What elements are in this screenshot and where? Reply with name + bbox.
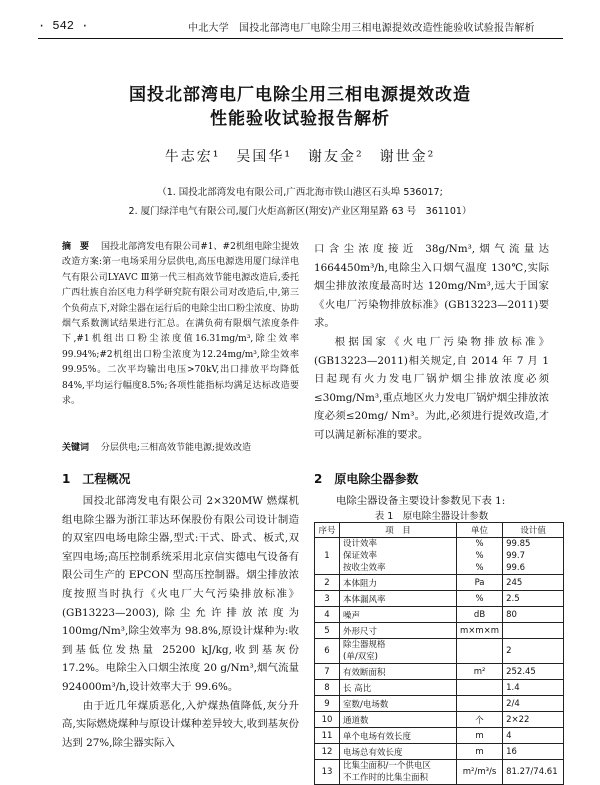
col-header: 序号 (315, 523, 340, 538)
running-header (38, 16, 563, 39)
row-value: 2×22 (503, 712, 564, 728)
table-row (315, 696, 564, 712)
row-number: 8 (315, 680, 340, 696)
running-title: 中北大学 国投北部湾电厂电除尘用三相电源提效改造性能验收试验报告解析 (188, 23, 535, 34)
row-number: 10 (315, 712, 340, 728)
table-row (315, 712, 564, 728)
table-row (315, 607, 564, 623)
row-value: 1.4 (503, 680, 564, 696)
row-number: 2 (315, 575, 340, 591)
section2-intro: 电除尘器设备主要设计参数见下表 1: (336, 495, 506, 507)
section2-heading: 2 原电除尘器参数 (314, 472, 419, 486)
row-value: 4 (503, 728, 564, 744)
article-title-line1: 国投北部湾电厂电除尘用三相电源提效改造 (129, 85, 471, 105)
row-number: 11 (315, 728, 340, 744)
row-value: 16 (503, 744, 564, 760)
row-item: 除尘器规格 (单/双室) (340, 639, 457, 664)
row-value: 252.45 (503, 664, 564, 680)
row-number: 13 (315, 760, 340, 785)
section1-heading: 1 工程概况 (62, 472, 131, 486)
table-row (315, 744, 564, 760)
row-number: 6 (315, 639, 340, 664)
article-title-line2: 性能验收试验报告解析 (210, 109, 390, 129)
keywords-text: 分层供电;三相高效节能电源;提效改造 (100, 443, 251, 453)
row-item: 单个电场有效长度 (340, 728, 457, 744)
row-number: 7 (315, 664, 340, 680)
row-item: 本体阻力 (340, 575, 457, 591)
table-row (315, 538, 564, 575)
row-item: 外形尺寸 (340, 623, 457, 639)
row-unit: m² (457, 664, 503, 680)
row-number: 5 (315, 623, 340, 639)
right-column-text (314, 240, 549, 445)
col-header: 设计值 (503, 523, 564, 538)
section1-para1: 国投北部湾发电有限公司 2×320MW 燃煤机组电除尘器为浙江菲达环保股份有限公司设计制造的双室四电场电除尘器,型式:干式、卧式、板式,双室四电场;高压控制系统采用北京信实德电气设备有限公司生产的 EPCON 型高压控制器。烟尘排放浓度按照当时执行《火电厂大气污染排放标准》(GB13223—2003),除尘允许排放浓度为 100mg/Nm³,除尘效率为 98.8%,原设计煤种为:收到基低位发热量 25200 kJ/kg,收到基灰份 17.2%。电除尘入口烟尘浓度 20 g/Nm³,烟气流量 924000m³/h,设计效率大于 99.6%。 (62, 495, 299, 693)
section1-body (62, 492, 299, 752)
table-row (315, 623, 564, 639)
affiliation-2: 2. 厦门绿洋电气有限公司,厦门火炬高新区(翔安)产业区翔星路 63 号 361101） (128, 206, 472, 217)
abstract-label: 摘 要 (62, 242, 90, 252)
row-item: 通道数 (340, 712, 457, 728)
table-caption: 表 1 原电除尘器设计参数 (374, 511, 489, 522)
row-unit: m (457, 744, 503, 760)
row-item: 本体漏风率 (340, 591, 457, 607)
row-unit (457, 680, 503, 696)
row-value: 80 (503, 607, 564, 623)
row-item: 室数/电场数 (340, 696, 457, 712)
table-row (315, 728, 564, 744)
row-value (503, 623, 564, 639)
parameter-table-body (315, 538, 564, 785)
keywords (62, 441, 299, 455)
page-number: · 542 · (38, 19, 89, 33)
row-number: 3 (315, 591, 340, 607)
row-unit: % (457, 591, 503, 607)
table-row (315, 760, 564, 785)
row-unit (457, 696, 503, 712)
right-para-continued: 口含尘浓度接近 38g/Nm³,烟气流量达 1664450m³/h,电除尘入口烟气温度 130℃,实际烟尘排放浓度最高时达 120mg/Nm³,远大于国家《火电厂污染物排放标准》(GB13223—2011)要求。 (314, 243, 549, 330)
row-value: 2.5 (503, 591, 564, 607)
row-number: 1 (315, 538, 340, 575)
row-unit: Pa (457, 575, 503, 591)
row-unit (457, 639, 503, 664)
table-row (315, 575, 564, 591)
row-item: 有效断面积 (340, 664, 457, 680)
table-row (315, 591, 564, 607)
row-unit: m×m×m (457, 623, 503, 639)
row-unit: 个 (457, 712, 503, 728)
row-item: 电场总有效长度 (340, 744, 457, 760)
right-para-standard: 根据国家《火电厂污染物排放标准》(GB13223—2011)相关规定,自 2014 年 7 月 1 日起现有火力发电厂锅炉烟尘排放浓度必须≤30mg/Nm³,重点地区火力发电厂锅炉烟尘排放浓度必须≤20mg/ Nm³。为此,必须进行提效改造,才可以满足新标准的要求。 (314, 335, 549, 441)
keywords-label: 关键词 (62, 443, 90, 453)
table-row (315, 664, 564, 680)
table-row (315, 639, 564, 664)
col-header: 项 目 (340, 523, 457, 538)
abstract (62, 240, 299, 409)
parameter-table-wrap (314, 522, 564, 785)
abstract-text: 国投北部湾发电有限公司#1、#2机组电除尘提效改造方案:第一电场采用分层供电,高压电源选用厦门绿洋电气有限公司LYAVC Ⅲ第一代三相高效节能电源改造后,委托广西壮族自治区电力科学研究院有限公司对改造后,中,第三个负荷点下,对除尘器在运行后的电除尘出口粉尘浓度、协助烟气系数测试结果进行汇总。在满负荷有限烟气浓度条件下,#1机组出口粉尘浓度值16.31mg/m³,除尘效率99.94%;#2机组出口粉尘浓度为12.24mg/m³,除尘效率99.95%。二次平均输出电压>70kV,出口排放平均降低84%,平均运行幅度8.5%;各项性能指标均满足达标改造要求。 (62, 242, 299, 407)
row-item: 噪声 (340, 607, 457, 623)
row-item: 比集尘面积/一个供电区 不工作时的比集尘面积 (340, 760, 457, 785)
row-value: 81.27/74.61 (503, 760, 564, 785)
row-item: 长 高比 (340, 680, 457, 696)
author-list: 牛志宏¹ 吴国华¹ 谢友金² 谢世金² (164, 149, 436, 165)
row-value: 2/4 (503, 696, 564, 712)
row-number: 4 (315, 607, 340, 623)
row-value: 99.85 99.7 99.6 (503, 538, 564, 575)
parameter-table (314, 522, 564, 785)
row-unit: % % % (457, 538, 503, 575)
row-item: 设计效率 保证效率 按收尘效率 (340, 538, 457, 575)
row-unit: m²/m³/s (457, 760, 503, 785)
row-value: 245 (503, 575, 564, 591)
section1-para2: 由于近几年煤质恶化,入炉煤热值降低,灰分升高,实际燃烧煤种与原设计煤种差异较大,收到基灰份达到 27%,除尘器实际入 (62, 699, 299, 749)
col-header: 单位 (457, 523, 503, 538)
row-value: 2 (503, 639, 564, 664)
table-row (315, 680, 564, 696)
row-unit: m (457, 728, 503, 744)
row-number: 12 (315, 744, 340, 760)
affiliation-1: （1. 国投北部湾发电有限公司,广西北海市铁山港区石头埠 536017; (157, 187, 443, 198)
row-number: 9 (315, 696, 340, 712)
row-unit: dB (457, 607, 503, 623)
